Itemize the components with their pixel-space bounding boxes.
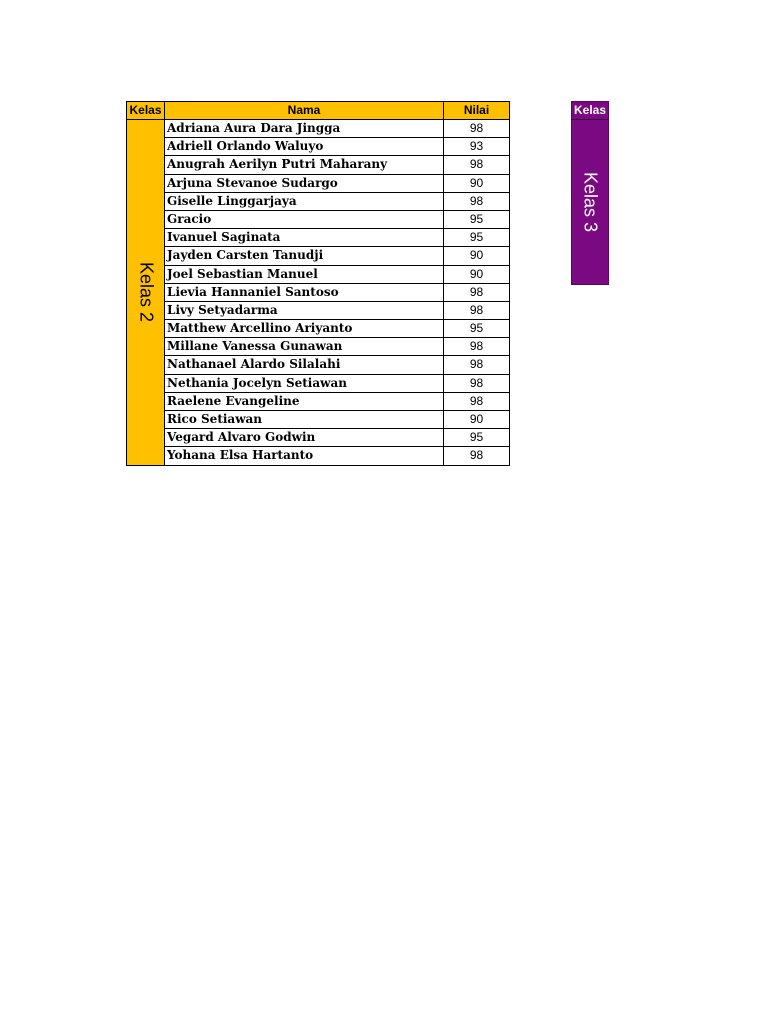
cell-nama: Yohana Elsa Hartanto — [165, 447, 444, 465]
header-nilai: Nilai — [444, 102, 510, 120]
table-row — [165, 229, 510, 247]
cell-nilai: 98 — [444, 375, 510, 393]
table-row — [165, 175, 510, 193]
table-row — [165, 156, 510, 174]
table-row — [165, 138, 510, 156]
cell-nilai: 95 — [444, 229, 510, 247]
cell-nama: Adriell Orlando Waluyo — [165, 138, 444, 156]
header-nama: Nama — [165, 102, 444, 120]
table-row — [165, 447, 510, 465]
cell-nilai: 98 — [444, 156, 510, 174]
cell-nama: Jayden Carsten Tanudji — [165, 247, 444, 265]
cell-nilai: 98 — [444, 120, 510, 138]
cell-nilai: 98 — [444, 356, 510, 374]
cell-nama: Rico Setiawan — [165, 411, 444, 429]
cell-nilai: 98 — [444, 284, 510, 302]
student-rows — [165, 120, 510, 466]
cell-nilai: 93 — [444, 138, 510, 156]
kelas-merged-cell — [127, 120, 165, 466]
table-row — [165, 120, 510, 138]
cell-nama: Adriana Aura Dara Jingga — [165, 120, 444, 138]
cell-nilai: 98 — [444, 447, 510, 465]
cell-nilai: 98 — [444, 193, 510, 211]
cell-nama: Arjuna Stevanoe Sudargo — [165, 175, 444, 193]
cell-nilai: 90 — [444, 266, 510, 284]
cell-nilai: 90 — [444, 411, 510, 429]
table-row — [165, 302, 510, 320]
table-row — [165, 338, 510, 356]
cell-nama: Nethania Jocelyn Setiawan — [165, 375, 444, 393]
cell-nilai: 95 — [444, 211, 510, 229]
cell-nama: Joel Sebastian Manuel — [165, 266, 444, 284]
cell-nilai: 90 — [444, 175, 510, 193]
cell-nama: Nathanael Alardo Silalahi — [165, 356, 444, 374]
cell-nilai: 95 — [444, 320, 510, 338]
cell-nama: Vegard Alvaro Godwin — [165, 429, 444, 447]
kelas-3-table — [571, 101, 609, 285]
cell-nama: Lievia Hannaniel Santoso — [165, 284, 444, 302]
cell-nilai: 98 — [444, 393, 510, 411]
cell-nama: Livy Setyadarma — [165, 302, 444, 320]
kelas-3-merged-cell — [571, 120, 609, 285]
cell-nilai: 90 — [444, 247, 510, 265]
group-label-kelas-2: Kelas 2 — [136, 262, 156, 323]
group-label-kelas-3: Kelas 3 — [580, 171, 601, 233]
table-row — [165, 356, 510, 374]
table-row — [165, 266, 510, 284]
header-kelas: Kelas — [127, 102, 165, 120]
table-row — [165, 411, 510, 429]
table-body — [127, 120, 510, 466]
cell-nama: Raelene Evangeline — [165, 393, 444, 411]
table-row — [165, 211, 510, 229]
table-row — [165, 247, 510, 265]
table-row — [165, 320, 510, 338]
cell-nama: Anugrah Aerilyn Putri Maharany — [165, 156, 444, 174]
table-header-row — [127, 102, 510, 120]
cell-nama: Giselle Linggarjaya — [165, 193, 444, 211]
table-row — [165, 375, 510, 393]
cell-nama: Matthew Arcellino Ariyanto — [165, 320, 444, 338]
kelas-2-table — [126, 101, 510, 466]
cell-nilai: 95 — [444, 429, 510, 447]
side-header-kelas: Kelas — [571, 101, 609, 120]
cell-nama: Ivanuel Saginata — [165, 229, 444, 247]
cell-nama: Millane Vanessa Gunawan — [165, 338, 444, 356]
table-row — [165, 393, 510, 411]
table-row — [165, 193, 510, 211]
table-row — [165, 284, 510, 302]
table-row — [165, 429, 510, 447]
cell-nama: Gracio — [165, 211, 444, 229]
cell-nilai: 98 — [444, 302, 510, 320]
cell-nilai: 98 — [444, 338, 510, 356]
